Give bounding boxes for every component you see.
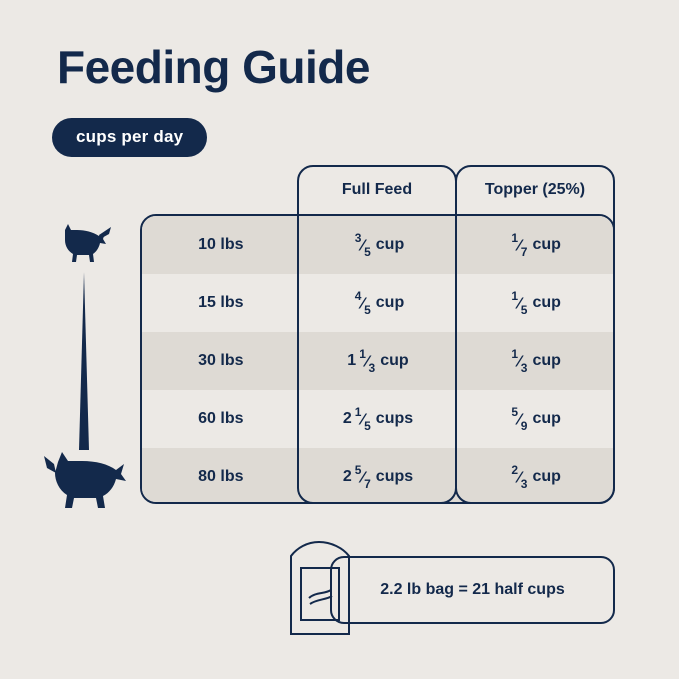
fraction-denominator: 5: [364, 245, 371, 260]
fraction-denominator: 7: [364, 477, 371, 492]
table-row: [142, 390, 613, 448]
unit-label: cup: [532, 236, 561, 253]
cell-weight: 30 lbs: [198, 352, 244, 369]
fraction-slash: ⁄: [361, 295, 365, 313]
fraction-slash: ⁄: [361, 411, 365, 429]
page-title: Feeding Guide: [57, 41, 370, 93]
fraction-denominator: 7: [520, 245, 528, 260]
fraction-slash: ⁄: [361, 237, 365, 255]
small-dog-icon: [53, 222, 113, 267]
cell-full-feed: [300, 448, 457, 504]
cell-topper: [456, 448, 613, 504]
fraction-slash: ⁄: [518, 295, 521, 313]
fraction: [354, 288, 371, 318]
cell-topper: [456, 390, 613, 448]
fraction-numerator: 5: [354, 462, 362, 477]
table-row: [142, 216, 613, 274]
fraction-slash: ⁄: [518, 237, 521, 255]
cell-weight: 15 lbs: [198, 294, 244, 311]
fraction: [359, 346, 376, 376]
cell-full-feed: [300, 332, 457, 390]
fraction-numerator: 3: [354, 230, 362, 245]
cell-weight: 60 lbs: [198, 410, 244, 427]
fraction-denominator: 9: [520, 419, 528, 434]
fraction-denominator: 3: [368, 361, 376, 376]
size-wedge-icon: [74, 272, 94, 450]
fraction-denominator: 5: [364, 303, 371, 318]
fraction-numerator: 4: [354, 288, 362, 303]
fraction: [511, 288, 528, 318]
cell-topper: [456, 332, 613, 390]
fraction-numerator: 1: [511, 288, 519, 303]
fraction-numerator: 1: [354, 404, 362, 419]
table-row: [142, 448, 613, 504]
fraction-whole: 1: [347, 352, 357, 369]
fraction-whole: 2: [342, 468, 352, 485]
fraction: [511, 462, 528, 492]
unit-label: cups: [375, 410, 414, 427]
unit-label: cup: [380, 352, 409, 369]
fraction: [354, 462, 371, 492]
fraction-whole: 2: [342, 410, 352, 427]
fraction-denominator: 3: [520, 477, 528, 492]
cell-weight: 80 lbs: [198, 468, 244, 485]
fraction-numerator: 2: [511, 462, 519, 477]
unit-label: cup: [532, 410, 561, 427]
unit-label: cup: [532, 352, 561, 369]
cell-full-feed: [300, 216, 457, 274]
fraction-slash: ⁄: [518, 353, 521, 371]
unit-label: cup: [532, 468, 561, 485]
fraction: [511, 404, 528, 434]
unit-label: cup: [375, 294, 405, 311]
table-row: [142, 274, 613, 332]
fraction-numerator: 1: [511, 346, 519, 361]
fraction-numerator: 1: [511, 230, 519, 245]
fraction-denominator: 5: [364, 419, 371, 434]
fraction: [511, 230, 528, 260]
column-header-full-feed: Full Feed: [341, 180, 413, 198]
feeding-table: [140, 165, 615, 515]
table-body: [140, 214, 615, 504]
cell-weight: 10 lbs: [198, 236, 244, 253]
cell-full-feed: [300, 390, 457, 448]
fraction-slash: ⁄: [518, 411, 521, 429]
bag-note: 2.2 lb bag = 21 half cups: [330, 556, 615, 624]
fraction-numerator: 1: [359, 346, 366, 361]
cell-topper: [456, 274, 613, 332]
fraction: [354, 404, 371, 434]
fraction: [354, 230, 371, 260]
cell-full-feed: [300, 274, 457, 332]
fraction-slash: ⁄: [361, 469, 365, 487]
fraction-slash: ⁄: [518, 469, 521, 487]
column-header-topper: Topper (25%): [484, 180, 586, 198]
table-row: [142, 332, 613, 390]
fraction-denominator: 3: [520, 361, 528, 376]
subtitle-pill: cups per day: [52, 118, 207, 157]
fraction: [511, 346, 528, 376]
fraction-denominator: 5: [520, 303, 528, 318]
fraction-numerator: 5: [511, 404, 519, 419]
unit-label: cup: [375, 236, 405, 253]
unit-label: cup: [532, 294, 561, 311]
cell-topper: [456, 216, 613, 274]
fraction-slash: ⁄: [365, 353, 369, 371]
large-dog-icon: [42, 450, 126, 512]
unit-label: cups: [375, 468, 414, 485]
